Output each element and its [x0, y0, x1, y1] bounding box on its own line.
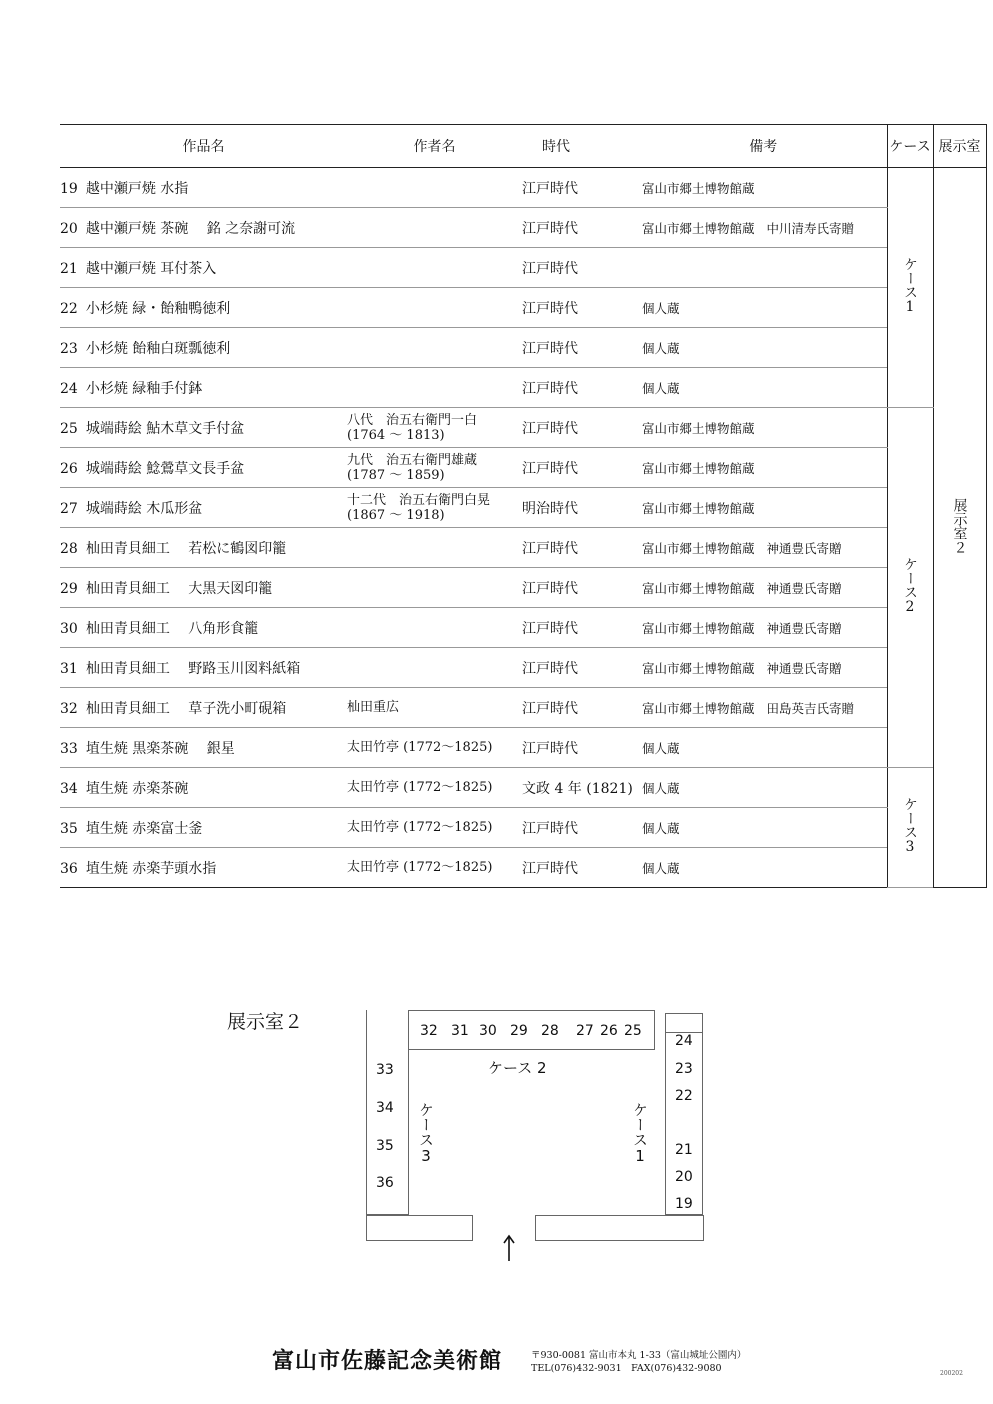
note-cell	[640, 768, 887, 808]
artist-cell	[347, 328, 522, 368]
artwork-number: 25	[60, 420, 78, 437]
note-cell	[640, 208, 887, 248]
map-case-1: ケース1	[631, 1102, 649, 1165]
table-row	[60, 448, 986, 488]
artwork-title: 杣田青貝細工 野路玉川図料紙箱	[85, 660, 301, 677]
artwork-title-cell	[60, 448, 347, 488]
artist-cell	[347, 168, 522, 208]
artist-cell	[347, 568, 522, 608]
donor-note: 神通豊氏寄贈	[766, 620, 842, 636]
collection-owner: 富山市郷土博物館蔵	[642, 500, 755, 516]
artwork-title: 越中瀬戸焼 耳付茶入	[85, 260, 217, 277]
collection-owner: 富山市郷土博物館蔵	[642, 180, 755, 196]
note-cell	[640, 728, 887, 768]
note-cell	[640, 288, 887, 328]
artist-cell	[347, 648, 522, 688]
artwork-title: 杣田青貝細工 若松に鶴図印籠	[85, 540, 287, 557]
map-number: 31	[451, 1023, 469, 1039]
donor-note: 中川清寿氏寄贈	[766, 220, 855, 236]
table-row	[60, 488, 986, 528]
artwork-title: 杣田青貝細工 草子洗小町硯箱	[85, 700, 287, 717]
artist-cell	[347, 208, 522, 248]
collection-owner: 富山市郷土博物館蔵	[642, 540, 755, 556]
artwork-title-cell	[60, 288, 347, 328]
map-number: 32	[420, 1023, 438, 1039]
entrance-arrow-icon	[502, 1234, 516, 1262]
collection-owner: 個人蔵	[642, 740, 680, 756]
artwork-title: 城端蒔絵 鯰鶯草文長手盆	[85, 460, 245, 477]
map-number: 26	[600, 1023, 618, 1039]
era-cell: 江戸時代	[522, 608, 640, 648]
map-wall-bottom-right	[535, 1215, 704, 1241]
note-cell	[640, 328, 887, 368]
map-number: 30	[479, 1023, 497, 1039]
era-cell: 江戸時代	[522, 408, 640, 448]
artwork-title-cell	[60, 368, 347, 408]
map-number: 33	[376, 1062, 394, 1078]
print-code: 200202	[940, 1370, 963, 1377]
artwork-title-cell	[60, 568, 347, 608]
map-number: 29	[510, 1023, 528, 1039]
note-cell	[640, 368, 887, 408]
artwork-title: 埴生焼 赤楽茶碗	[85, 780, 189, 797]
artist-years: (1787 ～ 1859)	[347, 467, 445, 483]
map-right-cap	[665, 1013, 703, 1033]
table-row	[60, 608, 986, 648]
donor-note: 田島英吉氏寄贈	[766, 700, 855, 716]
table-header	[60, 125, 986, 168]
artwork-title-cell	[60, 688, 347, 728]
note-cell	[640, 648, 887, 688]
exhibit-table	[60, 124, 987, 888]
era-cell: 明治時代	[522, 488, 640, 528]
era-cell: 江戸時代	[522, 528, 640, 568]
table-row	[60, 288, 986, 328]
artwork-number: 29	[60, 580, 78, 597]
era-cell: 江戸時代	[522, 248, 640, 288]
note-cell	[640, 248, 887, 288]
artwork-title-cell	[60, 848, 347, 888]
artist-cell	[347, 288, 522, 328]
artwork-number: 35	[60, 820, 78, 837]
artist-cell	[347, 608, 522, 648]
artwork-number: 19	[60, 180, 78, 197]
map-number: 35	[376, 1138, 394, 1154]
table-row	[60, 168, 986, 208]
note-cell	[640, 168, 887, 208]
collection-owner: 富山市郷土博物館蔵	[642, 660, 755, 676]
table-row	[60, 648, 986, 688]
artwork-title: 城端蒔絵 鮎木草文手付盆	[85, 420, 245, 437]
artwork-title: 杣田青貝細工 大黒天図印籠	[85, 580, 273, 597]
table-row	[60, 688, 986, 728]
artist-cell	[347, 728, 522, 768]
artwork-number: 27	[60, 500, 78, 517]
artwork-number: 24	[60, 380, 78, 397]
artist-name: 九代 治五右衛門雄蔵	[347, 452, 478, 468]
collection-owner: 個人蔵	[642, 380, 680, 396]
era-cell: 文政 4 年 (1821)	[522, 768, 640, 808]
artwork-title: 小杉焼 緑釉手付鉢	[85, 380, 203, 397]
case-label: ケース1	[902, 256, 918, 315]
artwork-number: 32	[60, 700, 78, 717]
table-row	[60, 768, 986, 808]
era-cell: 江戸時代	[522, 208, 640, 248]
table-row	[60, 248, 986, 288]
header-author: 作者名	[347, 125, 522, 168]
artwork-title-cell	[60, 168, 347, 208]
museum-contact	[531, 1349, 746, 1375]
artwork-title: 杣田青貝細工 八角形食籠	[85, 620, 259, 637]
table-row	[60, 208, 986, 248]
map-number: 24	[675, 1033, 693, 1049]
artwork-title: 小杉焼 緑・飴釉鴨徳利	[85, 300, 231, 317]
header-title: 作品名	[60, 125, 347, 168]
floor-map-title: 展示室２	[227, 1011, 304, 1033]
donor-note: 神通豊氏寄贈	[766, 660, 842, 676]
era-cell: 江戸時代	[522, 728, 640, 768]
map-number: 20	[675, 1169, 693, 1185]
artwork-title: 埴生焼 黒楽茶碗 銀星	[85, 740, 235, 757]
case-cell	[887, 408, 933, 768]
collection-owner: 個人蔵	[642, 860, 680, 876]
era-cell: 江戸時代	[522, 648, 640, 688]
artwork-title-cell	[60, 328, 347, 368]
museum-name: 富山市佐藤記念美術館	[272, 1348, 503, 1374]
artist-cell	[347, 248, 522, 288]
collection-owner: 個人蔵	[642, 300, 680, 316]
era-cell: 江戸時代	[522, 168, 640, 208]
artwork-number: 28	[60, 540, 78, 557]
case-cell	[887, 168, 933, 408]
artist-cell	[347, 528, 522, 568]
artwork-number: 31	[60, 660, 78, 677]
museum-phone-fax: TEL(076)432-9031 FAX(076)432-9080	[531, 1363, 722, 1374]
map-number: 22	[675, 1088, 693, 1104]
artist-years: (1867 ～ 1918)	[347, 507, 445, 523]
map-wall-bottom-left	[366, 1215, 473, 1241]
artwork-title-cell	[60, 808, 347, 848]
exhibit-list	[60, 124, 986, 888]
artwork-title: 越中瀬戸焼 水指	[85, 180, 189, 197]
artist-cell	[347, 408, 522, 448]
artist-cell	[347, 768, 522, 808]
table-row	[60, 328, 986, 368]
note-cell	[640, 568, 887, 608]
map-number: 28	[541, 1023, 559, 1039]
artwork-number: 34	[60, 780, 78, 797]
map-number: 27	[576, 1023, 594, 1039]
table-row	[60, 528, 986, 568]
case-label: ケース2	[902, 556, 918, 615]
note-cell	[640, 808, 887, 848]
artist-name: 太田竹亭 (1772～1825)	[347, 820, 493, 835]
collection-owner: 個人蔵	[642, 340, 680, 356]
table-row	[60, 728, 986, 768]
room-cell	[933, 168, 986, 888]
museum-address: 〒930-0081 富山市本丸 1-33（富山城址公園内）	[531, 1350, 747, 1361]
table-row	[60, 808, 986, 848]
artwork-title: 埴生焼 赤楽芋頭水指	[85, 860, 217, 877]
era-cell: 江戸時代	[522, 808, 640, 848]
artist-name: 十二代 治五右衛門白晃	[347, 492, 491, 508]
artist-cell	[347, 848, 522, 888]
collection-owner: 個人蔵	[642, 820, 680, 836]
era-cell: 江戸時代	[522, 288, 640, 328]
room-label: 展示室２	[951, 497, 968, 554]
map-number: 36	[376, 1175, 394, 1191]
note-cell	[640, 608, 887, 648]
artist-cell	[347, 368, 522, 408]
artwork-title: 埴生焼 赤楽富士釜	[85, 820, 203, 837]
era-cell: 江戸時代	[522, 848, 640, 888]
artwork-number: 33	[60, 740, 78, 757]
note-cell	[640, 488, 887, 528]
header-case: ケース	[887, 125, 933, 168]
artwork-title-cell	[60, 408, 347, 448]
donor-note: 神通豊氏寄贈	[766, 540, 842, 556]
era-cell: 江戸時代	[522, 688, 640, 728]
note-cell	[640, 688, 887, 728]
note-cell	[640, 448, 887, 488]
artwork-number: 22	[60, 300, 78, 317]
map-number: 21	[675, 1142, 693, 1158]
era-cell: 江戸時代	[522, 448, 640, 488]
map-number: 34	[376, 1100, 394, 1116]
table-row	[60, 568, 986, 608]
era-cell: 江戸時代	[522, 368, 640, 408]
era-cell: 江戸時代	[522, 328, 640, 368]
table-row	[60, 408, 986, 448]
case-label: ケース3	[902, 796, 918, 855]
artist-name: 八代 治五右衛門一白	[347, 412, 478, 428]
artwork-title-cell	[60, 528, 347, 568]
artist-name: 太田竹亭 (1772～1825)	[347, 740, 493, 755]
artwork-title-cell	[60, 648, 347, 688]
collection-owner: 富山市郷土博物館蔵	[642, 700, 755, 716]
artist-name: 杣田重広	[347, 700, 400, 715]
artwork-title-cell	[60, 248, 347, 288]
artwork-number: 20	[60, 220, 78, 237]
artwork-number: 23	[60, 340, 78, 357]
collection-owner: 個人蔵	[642, 780, 680, 796]
artist-cell	[347, 448, 522, 488]
artist-cell	[347, 808, 522, 848]
artist-years: (1764 ～ 1813)	[347, 427, 445, 443]
map-case-3: ケース3	[417, 1102, 435, 1165]
collection-owner: 富山市郷土博物館蔵	[642, 460, 755, 476]
collection-owner: 富山市郷土博物館蔵	[642, 580, 755, 596]
map-case-2: ケース 2	[488, 1059, 547, 1077]
artwork-title: 越中瀬戸焼 茶碗 銘 之奈謝可流	[85, 220, 296, 237]
artwork-title-cell	[60, 728, 347, 768]
artwork-title-cell	[60, 488, 347, 528]
artwork-number: 21	[60, 260, 78, 277]
artwork-title: 小杉焼 飴釉白斑瓢徳利	[85, 340, 231, 357]
artwork-title-cell	[60, 768, 347, 808]
collection-owner: 富山市郷土博物館蔵	[642, 420, 755, 436]
era-cell: 江戸時代	[522, 568, 640, 608]
table-row	[60, 848, 986, 888]
table-row	[60, 368, 986, 408]
artwork-title-cell	[60, 208, 347, 248]
floor-map	[365, 1010, 705, 1242]
collection-owner: 富山市郷土博物館蔵	[642, 220, 755, 236]
artist-name: 太田竹亭 (1772～1825)	[347, 860, 493, 875]
map-number: 23	[675, 1061, 693, 1077]
collection-owner: 富山市郷土博物館蔵	[642, 620, 755, 636]
artwork-number: 30	[60, 620, 78, 637]
header-room: 展示室	[933, 125, 986, 168]
artwork-number: 36	[60, 860, 78, 877]
map-number: 25	[624, 1023, 642, 1039]
artist-cell	[347, 688, 522, 728]
note-cell	[640, 408, 887, 448]
note-cell	[640, 848, 887, 888]
header-era: 時代	[522, 125, 640, 168]
artwork-title: 城端蒔絵 木瓜形盆	[85, 500, 203, 517]
case-cell	[887, 768, 933, 888]
donor-note: 神通豊氏寄贈	[766, 580, 842, 596]
artwork-title-cell	[60, 608, 347, 648]
header-note: 備考	[640, 125, 887, 168]
artwork-number: 26	[60, 460, 78, 477]
artist-name: 太田竹亭 (1772～1825)	[347, 780, 493, 795]
artist-cell	[347, 488, 522, 528]
note-cell	[640, 528, 887, 568]
map-number: 19	[675, 1196, 693, 1212]
